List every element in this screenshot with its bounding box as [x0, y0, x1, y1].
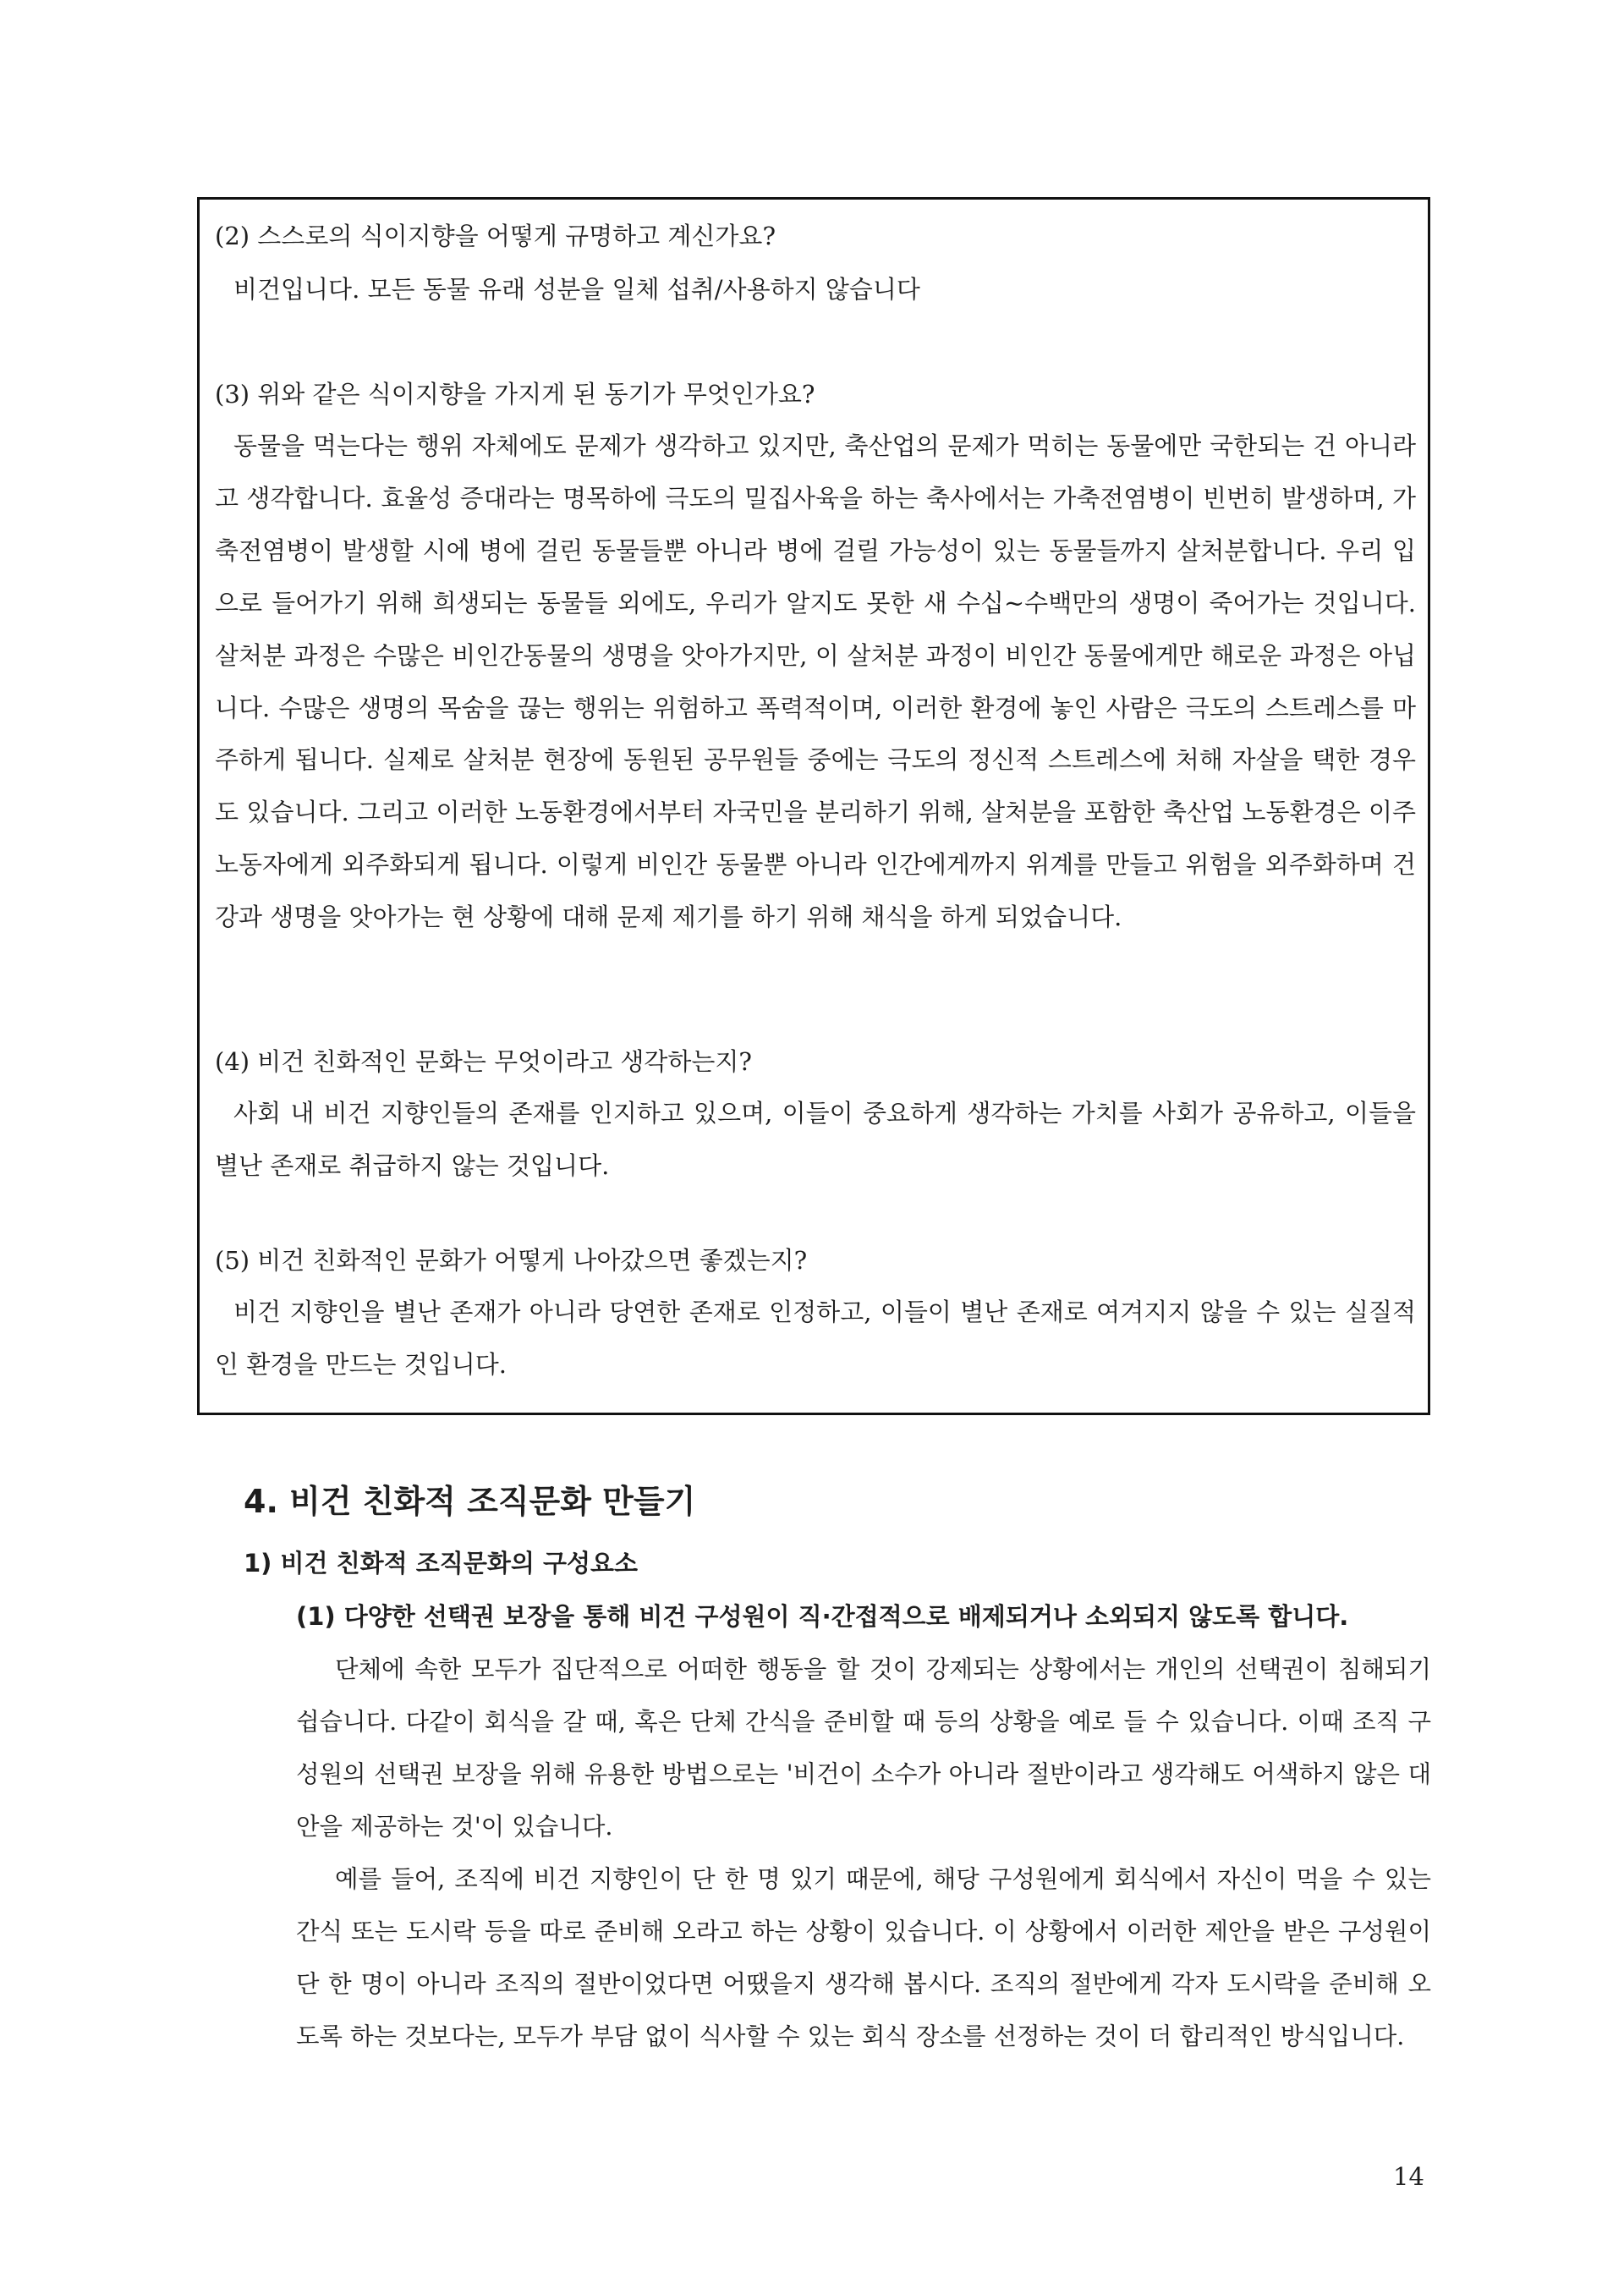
answer-2: 비건입니다. 모든 동물 유래 성분을 일체 섭취/사용하지 않습니다 — [233, 275, 920, 304]
answer-4: 사회 내 비건 지향인들의 존재를 인지하고 있으며, 이들이 중요하게 생각하는 가치를 사회가 공유하고, 이들을 별난 존재로 취급하지 않는 것입니다. — [215, 1099, 1416, 1180]
subsection-heading: 1) 비건 친화적 조직문화의 구성요소 — [244, 1549, 639, 1578]
question-3: (3) 위와 같은 식이지향을 가지게 된 동기가 무엇인가요? — [215, 380, 815, 409]
answer-3: 동물을 먹는다는 행위 자체에도 문제가 생각하고 있지만, 축산업의 문제가 먹히는 동물에만 국한되는 건 아니라고 생각합니다. 효율성 증대라는 명목하에 극도의 밀집사육을 하는 축사에서는 가축전염병이 빈번히 발생하며, 가축전염병이 발생할 시에 병에 걸린 동물들뿐 아니라 병에 걸릴 가능성이 있는 동물들까지 살처분합니다. 우리 입으로 들어가기 위해 희생되는 동물들 외에도, 우리가 알지도 못한 새 수십~수백만의 생명이 죽어가는 것입니다. 살처분 과정은 수많은 비인간동물의 생명을 앗아가지만, 이 살처분 과정이 비인간 동물에게만 해로운 과정은 아닙니다. 수많은 생명의 목숨을 끊는 행위는 위험하고 폭력적이며, 이러한 환경에 놓인 사람은 극도의 스트레스를 마주하게 됩니다. 실제로 살처분 현장에 동원된 공무원들 중에는 극도의 정신적 스트레스에 처해 자살을 택한 경우도 있습니다. 그리고 이러한 노동환경에서부터 자국민을 분리하기 위해, 살처분을 포함한 축산업 노동환경은 이주노동자에게 외주화되게 됩니다. 이렇게 비인간 동물뿐 아니라 인간에게까지 위계를 만들고 위험을 외주화하며 건강과 생명을 앗아가는 현 상황에 대해 문제 제기를 하기 위해 채식을 하게 되었습니다. — [215, 431, 1416, 932]
question-4: (4) 비건 친화적인 문화는 무엇이라고 생각하는지? — [215, 1047, 752, 1076]
question-2: (2) 스스로의 식이지향을 어떻게 규명하고 계신가요? — [215, 222, 776, 250]
answer-5: 비건 지향인을 별난 존재가 아니라 당연한 존재로 인정하고, 이들이 별난 존재로 여겨지지 않을 수 있는 실질적인 환경을 만드는 것입니다. — [215, 1298, 1416, 1379]
paragraph-2: 예를 들어, 조직에 비건 지향인이 단 한 명 있기 때문에, 해당 구성원에게 회식에서 자신이 먹을 수 있는 간식 또는 도시락 등을 따로 준비해 오라고 하는 상황이 있습니다. 이 상황에서 이러한 제안을 받은 구성원이 단 한 명이 아니라 조직의 절반이었다면 어땠을지 생각해 봅시다. 조직의 절반에게 각자 도시락을 준비해 오도록 하는 것보다는, 모두가 부담 없이 식사할 수 있는 회식 장소를 선정하는 것이 더 합리적인 방식입니다. — [296, 1865, 1431, 2050]
section-heading: 4. 비건 친화적 조직문화 만들기 — [244, 1483, 696, 1520]
paragraph-1: 단체에 속한 모두가 집단적으로 어떠한 행동을 할 것이 강제되는 상황에서는 개인의 선택권이 침해되기 쉽습니다. 다같이 회식을 갈 때, 혹은 단체 간식을 준비할 때 등의 상황을 예로 들 수 있습니다. 이때 조직 구성원의 선택권 보장을 위해 유용한 방법으로는 '비건이 소수가 아니라 절반이라고 생각해도 어색하지 않은 대안을 제공하는 것'이 있습니다. — [296, 1655, 1431, 1841]
item-heading: (1) 다양한 선택권 보장을 통해 비건 구성원이 직·간접적으로 배제되거나 소외되지 않도록 합니다. — [296, 1602, 1349, 1631]
page-number: 14 — [1393, 2162, 1424, 2191]
question-5: (5) 비건 친화적인 문화가 어떻게 나아갔으면 좋겠는지? — [215, 1246, 808, 1275]
